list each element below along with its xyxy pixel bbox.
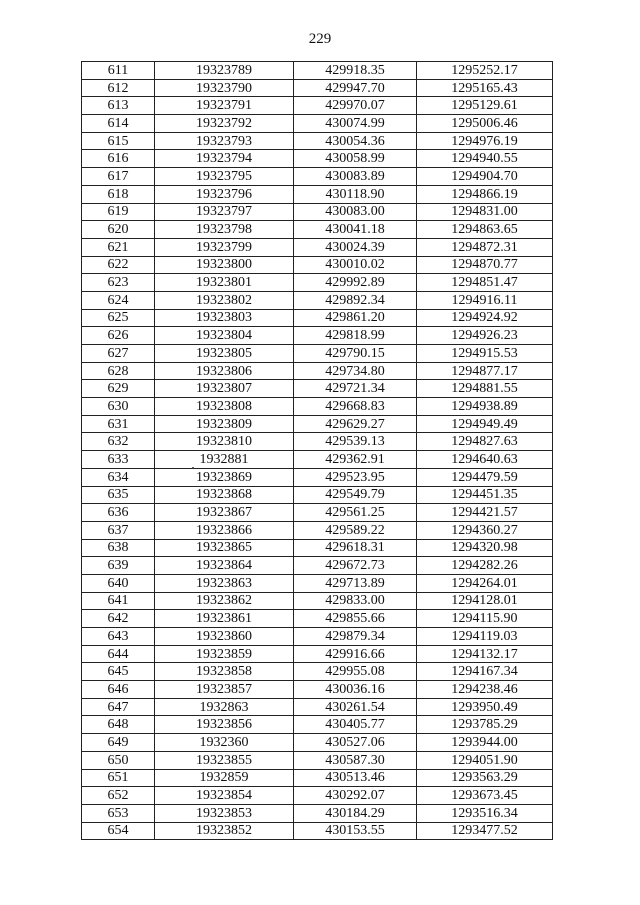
x-coordinate-cell: 429721.34 [294, 380, 417, 398]
y-coordinate-cell: 1294119.03 [417, 628, 553, 646]
table-row [82, 734, 553, 752]
point-id-cell: 1932881 [155, 451, 294, 469]
row-number-cell: 642 [82, 610, 155, 628]
row-number-cell: 621 [82, 238, 155, 256]
x-coordinate-cell: 429947.70 [294, 79, 417, 97]
table-row [82, 238, 553, 256]
y-coordinate-cell: 1294881.55 [417, 380, 553, 398]
x-coordinate-cell: 429668.83 [294, 398, 417, 416]
point-id-cell: 19323799 [155, 238, 294, 256]
row-number-cell: 623 [82, 274, 155, 292]
row-number-cell: 629 [82, 380, 155, 398]
point-id-cell: 19323801 [155, 274, 294, 292]
x-coordinate-cell: 429790.15 [294, 345, 417, 363]
x-coordinate-cell: 429970.07 [294, 97, 417, 115]
table-row [82, 327, 553, 345]
point-id-cell: 1932859 [155, 769, 294, 787]
x-coordinate-cell: 430083.89 [294, 168, 417, 186]
point-id-cell: 19323869 [155, 468, 294, 486]
row-number-cell: 620 [82, 221, 155, 239]
row-number-cell: 640 [82, 574, 155, 592]
x-coordinate-cell: 430184.29 [294, 804, 417, 822]
point-id-cell: 19323860 [155, 628, 294, 646]
y-coordinate-cell: 1293785.29 [417, 716, 553, 734]
y-coordinate-cell: 1294877.17 [417, 362, 553, 380]
table-row [82, 539, 553, 557]
table-row [82, 203, 553, 221]
point-id-cell: 19323854 [155, 787, 294, 805]
table-row [82, 804, 553, 822]
table-row [82, 486, 553, 504]
table-row [82, 787, 553, 805]
row-number-cell: 651 [82, 769, 155, 787]
coordinates-table [81, 61, 553, 840]
x-coordinate-cell: 430261.54 [294, 698, 417, 716]
x-coordinate-cell: 429879.34 [294, 628, 417, 646]
point-id-cell: 19323852 [155, 822, 294, 840]
x-coordinate-cell: 430083.00 [294, 203, 417, 221]
row-number-cell: 619 [82, 203, 155, 221]
point-id-cell: 19323864 [155, 557, 294, 575]
row-number-cell: 630 [82, 398, 155, 416]
row-number-cell: 648 [82, 716, 155, 734]
y-coordinate-cell: 1294851.47 [417, 274, 553, 292]
point-id-cell: 19323810 [155, 433, 294, 451]
row-number-cell: 631 [82, 415, 155, 433]
point-id-cell: 19323859 [155, 645, 294, 663]
coordinates-table-body [82, 62, 553, 840]
row-number-cell: 654 [82, 822, 155, 840]
row-number-cell: 643 [82, 628, 155, 646]
table-row [82, 557, 553, 575]
y-coordinate-cell: 1295165.43 [417, 79, 553, 97]
row-number-cell: 616 [82, 150, 155, 168]
y-coordinate-cell: 1295129.61 [417, 97, 553, 115]
point-id-cell: 19323800 [155, 256, 294, 274]
row-number-cell: 652 [82, 787, 155, 805]
x-coordinate-cell: 429916.66 [294, 645, 417, 663]
y-coordinate-cell: 1294051.90 [417, 751, 553, 769]
row-number-cell: 633 [82, 451, 155, 469]
table-row [82, 521, 553, 539]
point-id-cell: 19323802 [155, 291, 294, 309]
row-number-cell: 639 [82, 557, 155, 575]
y-coordinate-cell: 1293516.34 [417, 804, 553, 822]
y-coordinate-cell: 1294128.01 [417, 592, 553, 610]
point-id-cell: 19323863 [155, 574, 294, 592]
row-number-cell: 624 [82, 291, 155, 309]
y-coordinate-cell: 1294238.46 [417, 681, 553, 699]
table-row [82, 398, 553, 416]
point-id-cell: 19323867 [155, 504, 294, 522]
row-number-cell: 653 [82, 804, 155, 822]
y-coordinate-cell: 1294640.63 [417, 451, 553, 469]
row-number-cell: 618 [82, 185, 155, 203]
point-id-cell: 19323792 [155, 115, 294, 133]
table-row [82, 132, 553, 150]
point-id-cell: 19323857 [155, 681, 294, 699]
x-coordinate-cell: 429992.89 [294, 274, 417, 292]
x-coordinate-cell: 429833.00 [294, 592, 417, 610]
y-coordinate-cell: 1294866.19 [417, 185, 553, 203]
x-coordinate-cell: 429362.91 [294, 451, 417, 469]
row-number-cell: 611 [82, 62, 155, 80]
y-coordinate-cell: 1293944.00 [417, 734, 553, 752]
point-id-cell: 19323789 [155, 62, 294, 80]
y-coordinate-cell: 1294831.00 [417, 203, 553, 221]
x-coordinate-cell: 429713.89 [294, 574, 417, 592]
point-id-cell: 19323803 [155, 309, 294, 327]
x-coordinate-cell: 429523.95 [294, 468, 417, 486]
x-coordinate-cell: 429561.25 [294, 504, 417, 522]
point-id-cell: 19323865 [155, 539, 294, 557]
point-id-cell: 19323791 [155, 97, 294, 115]
table-row [82, 185, 553, 203]
row-number-cell: 628 [82, 362, 155, 380]
y-coordinate-cell: 1294320.98 [417, 539, 553, 557]
table-row [82, 716, 553, 734]
x-coordinate-cell: 430587.30 [294, 751, 417, 769]
point-id-cell: 19323798 [155, 221, 294, 239]
y-coordinate-cell: 1294926.23 [417, 327, 553, 345]
x-coordinate-cell: 430058.99 [294, 150, 417, 168]
table-row [82, 291, 553, 309]
y-coordinate-cell: 1295006.46 [417, 115, 553, 133]
table-row [82, 751, 553, 769]
table-row [82, 221, 553, 239]
point-id-cell: 19323797 [155, 203, 294, 221]
y-coordinate-cell: 1295252.17 [417, 62, 553, 80]
x-coordinate-cell: 430074.99 [294, 115, 417, 133]
row-number-cell: 635 [82, 486, 155, 504]
y-coordinate-cell: 1293950.49 [417, 698, 553, 716]
x-coordinate-cell: 429589.22 [294, 521, 417, 539]
row-number-cell: 647 [82, 698, 155, 716]
x-coordinate-cell: 430527.06 [294, 734, 417, 752]
x-coordinate-cell: 429955.08 [294, 663, 417, 681]
point-id-cell: 19323796 [155, 185, 294, 203]
x-coordinate-cell: 429818.99 [294, 327, 417, 345]
row-number-cell: 625 [82, 309, 155, 327]
y-coordinate-cell: 1293673.45 [417, 787, 553, 805]
row-number-cell: 645 [82, 663, 155, 681]
row-number-cell: 638 [82, 539, 155, 557]
row-number-cell: 622 [82, 256, 155, 274]
y-coordinate-cell: 1294938.89 [417, 398, 553, 416]
table-row [82, 451, 553, 469]
row-number-cell: 632 [82, 433, 155, 451]
table-row [82, 380, 553, 398]
point-id-cell: 19323866 [155, 521, 294, 539]
x-coordinate-cell: 430024.39 [294, 238, 417, 256]
x-coordinate-cell: 429672.73 [294, 557, 417, 575]
y-coordinate-cell: 1293563.29 [417, 769, 553, 787]
row-number-cell: 636 [82, 504, 155, 522]
table-row [82, 415, 553, 433]
x-coordinate-cell: 430010.02 [294, 256, 417, 274]
y-coordinate-cell: 1294827.63 [417, 433, 553, 451]
row-number-cell: 617 [82, 168, 155, 186]
table-row [82, 468, 553, 486]
table-row [82, 645, 553, 663]
point-id-cell: 19323794 [155, 150, 294, 168]
row-number-cell: 644 [82, 645, 155, 663]
table-row [82, 681, 553, 699]
point-id-cell: 19323804 [155, 327, 294, 345]
row-number-cell: 649 [82, 734, 155, 752]
y-coordinate-cell: 1294916.11 [417, 291, 553, 309]
table-row [82, 610, 553, 628]
point-id-cell: 19323856 [155, 716, 294, 734]
x-coordinate-cell: 430292.07 [294, 787, 417, 805]
table-row [82, 168, 553, 186]
y-coordinate-cell: 1293477.52 [417, 822, 553, 840]
point-id-cell: 19323862 [155, 592, 294, 610]
table-row [82, 115, 553, 133]
y-coordinate-cell: 1294924.92 [417, 309, 553, 327]
point-id-cell: 19323808 [155, 398, 294, 416]
point-id-cell: 19323853 [155, 804, 294, 822]
x-coordinate-cell: 429629.27 [294, 415, 417, 433]
y-coordinate-cell: 1294167.34 [417, 663, 553, 681]
x-coordinate-cell: 429618.31 [294, 539, 417, 557]
point-id-cell: 19323861 [155, 610, 294, 628]
page-number: 229 [308, 31, 332, 47]
table-row [82, 309, 553, 327]
row-number-cell: 613 [82, 97, 155, 115]
table-row [82, 769, 553, 787]
y-coordinate-cell: 1294479.59 [417, 468, 553, 486]
y-coordinate-cell: 1294870.77 [417, 256, 553, 274]
row-number-cell: 626 [82, 327, 155, 345]
x-coordinate-cell: 430405.77 [294, 716, 417, 734]
x-coordinate-cell: 429549.79 [294, 486, 417, 504]
table-row [82, 256, 553, 274]
y-coordinate-cell: 1294915.53 [417, 345, 553, 363]
y-coordinate-cell: 1294115.90 [417, 610, 553, 628]
row-number-cell: 614 [82, 115, 155, 133]
table-row [82, 822, 553, 840]
table-row [82, 362, 553, 380]
table-row [82, 574, 553, 592]
table-row [82, 97, 553, 115]
x-coordinate-cell: 430513.46 [294, 769, 417, 787]
table-row [82, 150, 553, 168]
y-coordinate-cell: 1294872.31 [417, 238, 553, 256]
y-coordinate-cell: 1294940.55 [417, 150, 553, 168]
y-coordinate-cell: 1294949.49 [417, 415, 553, 433]
point-id-cell: 19323858 [155, 663, 294, 681]
row-number-cell: 641 [82, 592, 155, 610]
row-number-cell: 650 [82, 751, 155, 769]
x-coordinate-cell: 429855.66 [294, 610, 417, 628]
y-coordinate-cell: 1294282.26 [417, 557, 553, 575]
row-number-cell: 612 [82, 79, 155, 97]
table-row [82, 433, 553, 451]
x-coordinate-cell: 430118.90 [294, 185, 417, 203]
row-number-cell: 615 [82, 132, 155, 150]
y-coordinate-cell: 1294451.35 [417, 486, 553, 504]
table-row [82, 79, 553, 97]
point-id-cell: 19323795 [155, 168, 294, 186]
row-number-cell: 646 [82, 681, 155, 699]
x-coordinate-cell: 429539.13 [294, 433, 417, 451]
table-row [82, 663, 553, 681]
point-id-cell: 19323805 [155, 345, 294, 363]
x-coordinate-cell: 430041.18 [294, 221, 417, 239]
row-number-cell: 634 [82, 468, 155, 486]
point-id-cell: 1932863 [155, 698, 294, 716]
y-coordinate-cell: 1294421.57 [417, 504, 553, 522]
table-row [82, 698, 553, 716]
point-id-cell: 19323793 [155, 132, 294, 150]
table-row [82, 504, 553, 522]
row-number-cell: 627 [82, 345, 155, 363]
y-coordinate-cell: 1294863.65 [417, 221, 553, 239]
point-id-cell: 19323855 [155, 751, 294, 769]
y-coordinate-cell: 1294904.70 [417, 168, 553, 186]
point-id-cell: 1932360 [155, 734, 294, 752]
y-coordinate-cell: 1294976.19 [417, 132, 553, 150]
x-coordinate-cell: 429734.80 [294, 362, 417, 380]
point-id-cell: 19323868 [155, 486, 294, 504]
table-row [82, 592, 553, 610]
x-coordinate-cell: 429892.34 [294, 291, 417, 309]
point-id-cell: 19323806 [155, 362, 294, 380]
table-row [82, 62, 553, 80]
x-coordinate-cell: 429861.20 [294, 309, 417, 327]
x-coordinate-cell: 429918.35 [294, 62, 417, 80]
row-number-cell: 637 [82, 521, 155, 539]
table-row [82, 345, 553, 363]
point-id-cell: 19323790 [155, 79, 294, 97]
point-id-cell: 19323807 [155, 380, 294, 398]
scan-speck [192, 467, 194, 469]
y-coordinate-cell: 1294132.17 [417, 645, 553, 663]
y-coordinate-cell: 1294360.27 [417, 521, 553, 539]
point-id-cell: 19323809 [155, 415, 294, 433]
y-coordinate-cell: 1294264.01 [417, 574, 553, 592]
x-coordinate-cell: 430054.36 [294, 132, 417, 150]
table-row [82, 274, 553, 292]
table-row [82, 628, 553, 646]
x-coordinate-cell: 430036.16 [294, 681, 417, 699]
x-coordinate-cell: 430153.55 [294, 822, 417, 840]
